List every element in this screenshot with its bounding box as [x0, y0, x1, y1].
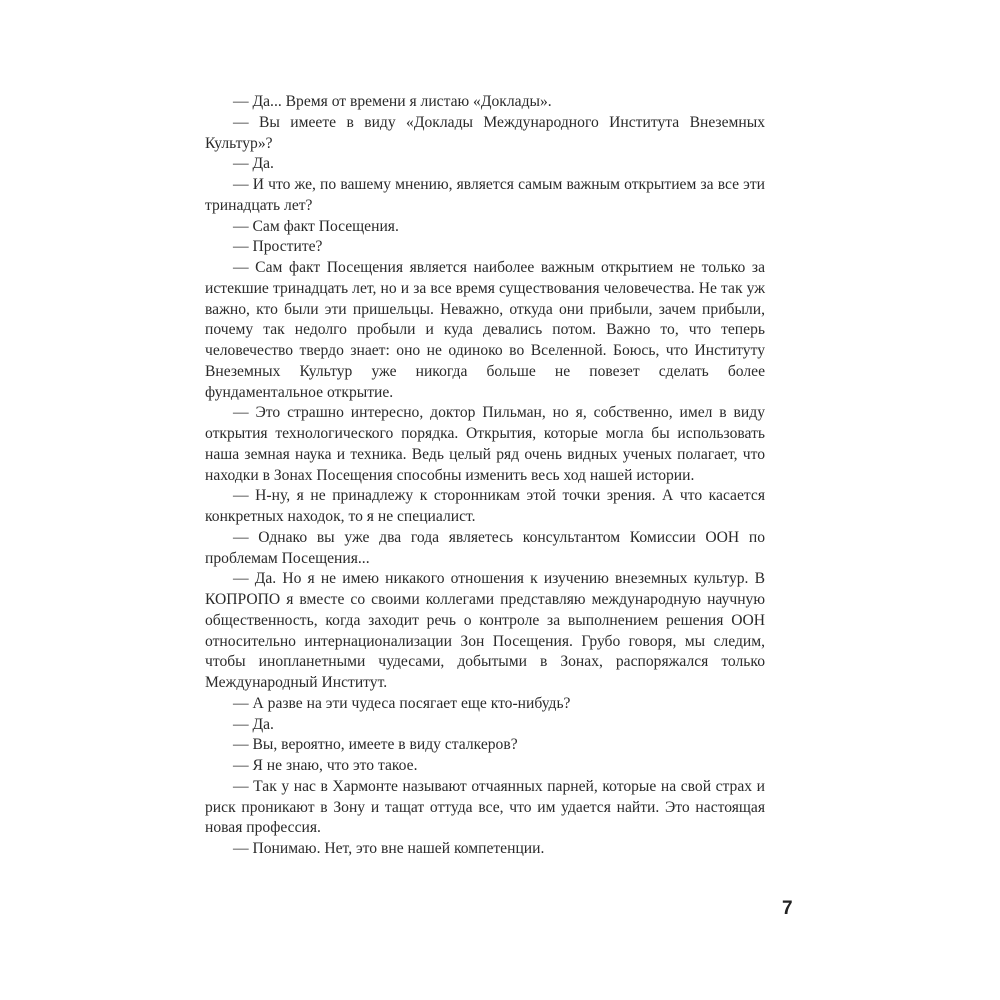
dialogue-paragraph: — Да.: [233, 155, 274, 173]
dialogue-paragraph: — Я не знаю, что это такое.: [233, 757, 418, 774]
dialogue-paragraph: — Вы имеете в виду «Доклады Международного Института Внеземных Культур»?: [205, 113, 765, 152]
dialogue-paragraph: — Простите?: [233, 238, 323, 256]
dialogue-paragraph: — Да.: [233, 715, 274, 733]
dialogue-paragraph: — Н-ну, я не принадлежу к сторонникам этой точки зрения. А что касается конкретных находок, то я не специалист.: [205, 487, 765, 525]
page-body-text: [205, 92, 765, 860]
page-number: 7: [782, 898, 793, 919]
dialogue-paragraph: — Однако вы уже два года являетесь консультантом Комиссии ООН по проблемам Посещения...: [205, 528, 765, 567]
dialogue-paragraph: — Сам факт Посещения.: [233, 217, 399, 235]
dialogue-paragraph: — Вы, вероятно, имеете в виду сталкеров?: [233, 736, 518, 754]
dialogue-paragraph: — Сам факт Посещения является наиболее важным открытием не только за истекшие тринадцать лет, но и за все время существования человечества. Не так уж важно, кто были эти пришельцы. Неважно, откуда они прибыли, зачем прибыли, почему так недолго пробыли и куда девались потом. Важно то, что теперь человечество твердо знает: оно не одиноко во Вселенной. Боюсь, что Институту Внеземных Культур уже никогда больше не повезет сделать более фундаментальное открытие.: [205, 259, 765, 401]
dialogue-paragraph: — И что же, по вашему мнению, является самым важным открытием за все эти тринадцать лет?: [205, 176, 765, 214]
dialogue-paragraph: — А разве на эти чудеса посягает еще кто-нибудь?: [233, 694, 571, 712]
dialogue-paragraph: — Понимаю. Нет, это вне нашей компетенции.: [233, 840, 545, 857]
dialogue-paragraph: — Да... Время от времени я листаю «Доклады».: [233, 93, 552, 110]
dialogue-paragraph: — Так у нас в Хармонте называют отчаянных парней, которые на свой страх и риск проникают в Зону и тащат оттуда все, что им удается найти. Это настоящая новая профессия.: [205, 777, 765, 837]
dialogue-paragraph: — Это страшно интересно, доктор Пильман, но я, собственно, имел в виду открытия технологического порядка. Открытия, которые могла бы использовать наша земная наука и техника. Ведь целый ряд очень видных ученых полагает, что находки в Зонах Посещения способны изменить весь ход нашей истории.: [205, 404, 765, 484]
dialogue-paragraph: — Да. Но я не имею никакого отношения к изучению внеземных культур. В КОПРОПО я вместе со своими коллегами представляю международную научную общественность, когда заходит речь о контроле за выполнением решения ООН относительно интернационализации Зон Посещения. Грубо говоря, мы следим, чтобы инопланетными чудесами, добытыми в Зонах, распоряжался только Международный Институт.: [205, 570, 765, 691]
